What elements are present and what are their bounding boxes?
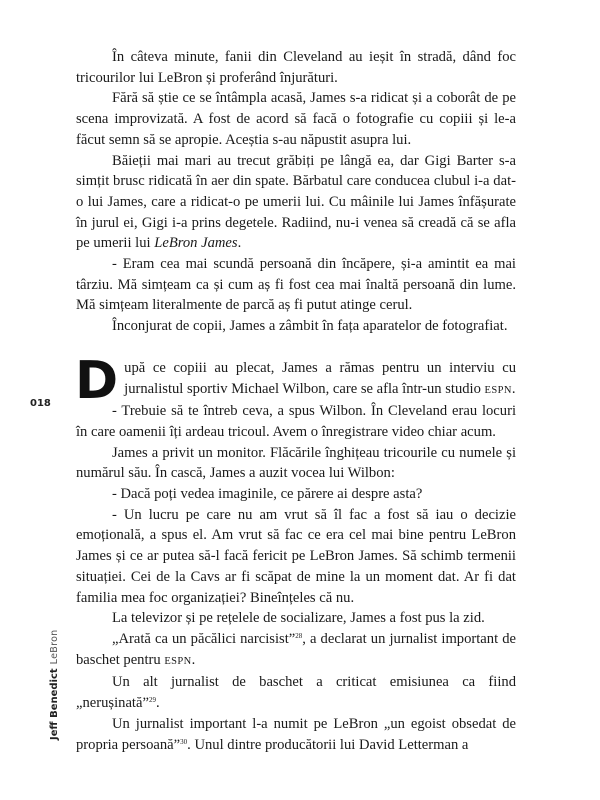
footnote-ref: 29: [148, 696, 156, 705]
small-caps-espn: ESPN: [484, 384, 512, 396]
paragraph: Fără să știe ce se întâmpla acasă, James s-a ridicat și a coborât de pe scena improvizată. A fost de acord să facă o fotografie cu copiii și le-a făcut semn să se apropie. Aceștia s-au năpustit asupra lui.: [76, 90, 516, 148]
running-head-book-title: LeBron: [49, 629, 60, 665]
italic-name: LeBron James: [154, 235, 238, 252]
small-caps-espn: ESPN: [164, 655, 192, 667]
drop-cap: D: [75, 350, 119, 411]
paragraph: Băieții mai mari au trecut grăbiți pe lângă ea, dar Gigi Barter s-a simțit brusc ridicată în aer din spate. Bărbatul care conducea clubul i-a dat-o lui James, care a ridicat-o pe umerii lui. Cu mâinile lui James înfășurate în jurul ei, Gigi i-a prins degetele. Radiind, nu-i venea să creadă că se afla pe umerii lui LeBron James.: [76, 152, 516, 252]
running-head-author: Jeff Benedict: [49, 668, 60, 740]
paragraph: „Arată ca un păcălici narcisist”$^{28}$, a declarat un jurnalist important de baschet pentru ESPN.: [76, 630, 516, 668]
paragraph: Un jurnalist important l-a numit pe LeBron „un egoist obsedat de propria persoană”$^{30}$. Unul dintre producătorii lui David Letterman a: [76, 715, 516, 753]
paragraph: - Un lucru pe care nu am vrut să îl fac a fost să iau o decizie emoțională, a spus el. Am vrut să fac ce era cel mai bine pentru LeBron James și ce ar putea să-l facă fericit pe LeBron James. Să schimb termenii situației. Cei de la Cavs ar fi scăpat de mine la un moment dat. Ar fi dat familia mea foc organizației? Bineînțeles că nu.: [76, 506, 516, 606]
paragraph: - Trebuie să te întreb ceva, a spus Wilbon. În Cleveland erau locuri în care oamenii îți ardeau tricoul. Avem o înregistrare video chiar acum.: [76, 403, 516, 440]
paragraph: James a privit un monitor. Flăcările înghițeau tricourile cu numele și numărul său. În cască, James a auzit vocea lui Wilbon:: [76, 444, 516, 482]
running-head: [42, 629, 61, 740]
paragraph: - Eram cea mai scundă persoană din încăpere, și-a amintit ea mai târziu. Mă simțeam ca și cum aș fi fost cea mai înaltă persoană din lume. Mă simțeam literalmente de parcă aș fi putut atinge cerul.: [76, 256, 516, 314]
paragraph: La televizor și pe rețelele de socializare, James a fost pus la zid.: [112, 610, 485, 627]
paragraph: - Dacă poți vedea imaginile, ce părere ai despre asta?: [112, 486, 423, 503]
footnote-ref: 30: [180, 737, 188, 746]
section-break: [76, 337, 516, 358]
footnote-ref: 28: [295, 631, 303, 640]
paragraph: În câteva minute, fanii din Cleveland au ieșit în stradă, dând foc tricourilor lui LeBron și proferând înjurături.: [76, 49, 516, 86]
page-number: 018: [30, 398, 51, 409]
body-text: [76, 47, 516, 755]
paragraph-with-dropcap: După ce copiii au plecat, James a rămas pentru un interviu cu jurnalistul sportiv Michael Wilbon, care se afla într-un studio ESPN.: [75, 350, 516, 411]
paragraph: Un alt jurnalist de baschet a criticat emisiunea ca fiind „nerușinată”$^{29}$.: [76, 674, 516, 712]
paragraph: Înconjurat de copii, James a zâmbit în fața aparatelor de fotografiat.: [112, 318, 508, 335]
